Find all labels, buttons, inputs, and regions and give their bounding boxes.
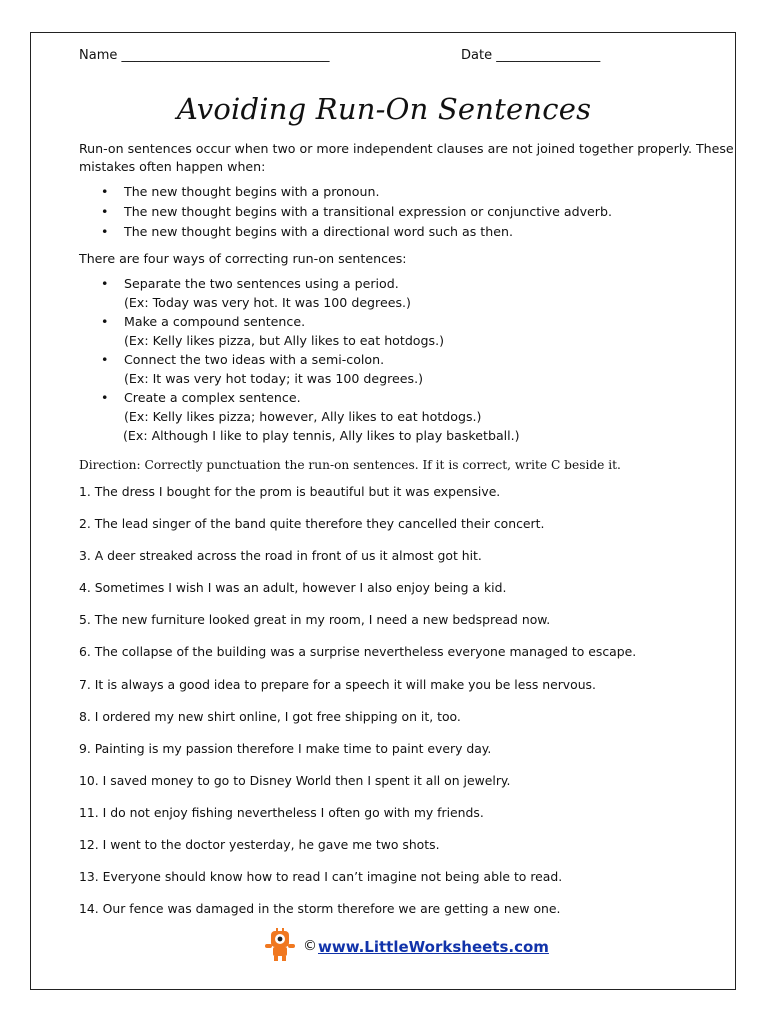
bullet-icon: • [101, 314, 109, 329]
direction-text: Direction: Correctly punctuation the run-on sentences. If it is correct, write C beside it. [79, 458, 621, 472]
list-item: • Create a complex sentence. (Ex: Kelly likes pizza; however, Ally likes to eat hotdogs.) (Ex: Although I like to play tennis, Ally likes to play basketball.) [101, 390, 520, 443]
exercise-item: 1. The dress I bought for the prom is beautiful but it was expensive. [79, 484, 501, 499]
intro-line-1: Run-on sentences occur when two or more independent clauses are not joined together properly. These [79, 141, 734, 156]
footer [262, 928, 562, 962]
exercise-item: 4. Sometimes I wish I was an adult, however I also enjoy being a kid. [79, 580, 507, 596]
list-item: • Connect the two ideas with a semi-colon. (Ex: It was very hot today; it was 100 degrees.) [79, 350, 520, 388]
exercise-item: 13. Everyone should know how to read I can’t imagine not being able to read. [79, 869, 563, 885]
example-text: (Ex: Kelly likes pizza; however, Ally likes to eat hotdogs.) [124, 409, 482, 424]
exercise-item: 7. It is always a good idea to prepare for a speech it will make you be less nervous. [79, 676, 596, 692]
exercise-item: 12. I went to the doctor yesterday, he gave me two shots. [79, 837, 440, 853]
list-item: • The new thought begins with a pronoun. [79, 182, 612, 202]
example-text: (Ex: Although I like to play tennis, Ally likes to play basketball.) [123, 428, 520, 443]
exercise-item: 10. I saved money to go to Disney World then I spent it all on jewelry. [79, 772, 511, 788]
example-text: (Ex: Kelly likes pizza, but Ally likes to eat hotdogs.) [124, 333, 444, 348]
list-item: • The new thought begins with a directional word such as then. [79, 222, 612, 242]
ways-intro: There are four ways of correcting run-on sentences: [79, 251, 407, 266]
exercise-item: 2. The lead singer of the band quite therefore they cancelled their concert. [79, 516, 545, 532]
exercise-item: 3. A deer streaked across the road in front of us it almost got hit. [79, 548, 482, 564]
orange-robot-monster-icon [262, 928, 298, 962]
exercise-item: 14. Our fence was damaged in the storm therefore we are getting a new one. [79, 901, 561, 917]
exercise-item: 5. The new furniture looked great in my room, I need a new bedspread now. [79, 612, 551, 628]
name-field[interactable]: Name ________________________________ [79, 48, 330, 63]
list-item: • The new thought begins with a transitional expression or conjunctive adverb. [79, 202, 612, 222]
copyright-symbol: © [303, 938, 317, 954]
list-item: • Separate the two sentences using a period. (Ex: Today was very hot. It was 100 degrees.) [79, 274, 520, 312]
exercise-item: 8. I ordered my new shirt online, I got free shipping on it, too. [79, 708, 461, 724]
exercise-item: 6. The collapse of the building was a surprise nevertheless everyone managed to escape. [79, 644, 637, 660]
ways-list [79, 274, 520, 445]
causes-list [79, 182, 612, 242]
bullet-icon: • [101, 224, 109, 239]
bullet-icon: • [101, 390, 109, 405]
bullet-icon: • [101, 352, 109, 367]
date-field[interactable]: Date ________________ [461, 48, 601, 63]
website-link[interactable]: www.LittleWorksheets.com [318, 938, 549, 956]
bullet-icon: • [101, 184, 109, 199]
bullet-icon: • [101, 204, 109, 219]
header [79, 48, 601, 63]
list-item: • Make a compound sentence. (Ex: Kelly likes pizza, but Ally likes to eat hotdogs.) [79, 312, 520, 350]
exercise-item: 9. Painting is my passion therefore I make time to paint every day. [79, 740, 492, 756]
example-text: (Ex: Today was very hot. It was 100 degrees.) [124, 295, 411, 310]
exercise-list [79, 482, 636, 931]
intro-line-2: mistakes often happen when: [79, 159, 266, 174]
exercise-item: 11. I do not enjoy fishing nevertheless I often go with my friends. [79, 804, 484, 820]
page-title: Avoiding Run-On Sentences [176, 92, 592, 126]
example-text: (Ex: It was very hot today; it was 100 degrees.) [124, 371, 423, 386]
bullet-icon: • [101, 276, 109, 291]
